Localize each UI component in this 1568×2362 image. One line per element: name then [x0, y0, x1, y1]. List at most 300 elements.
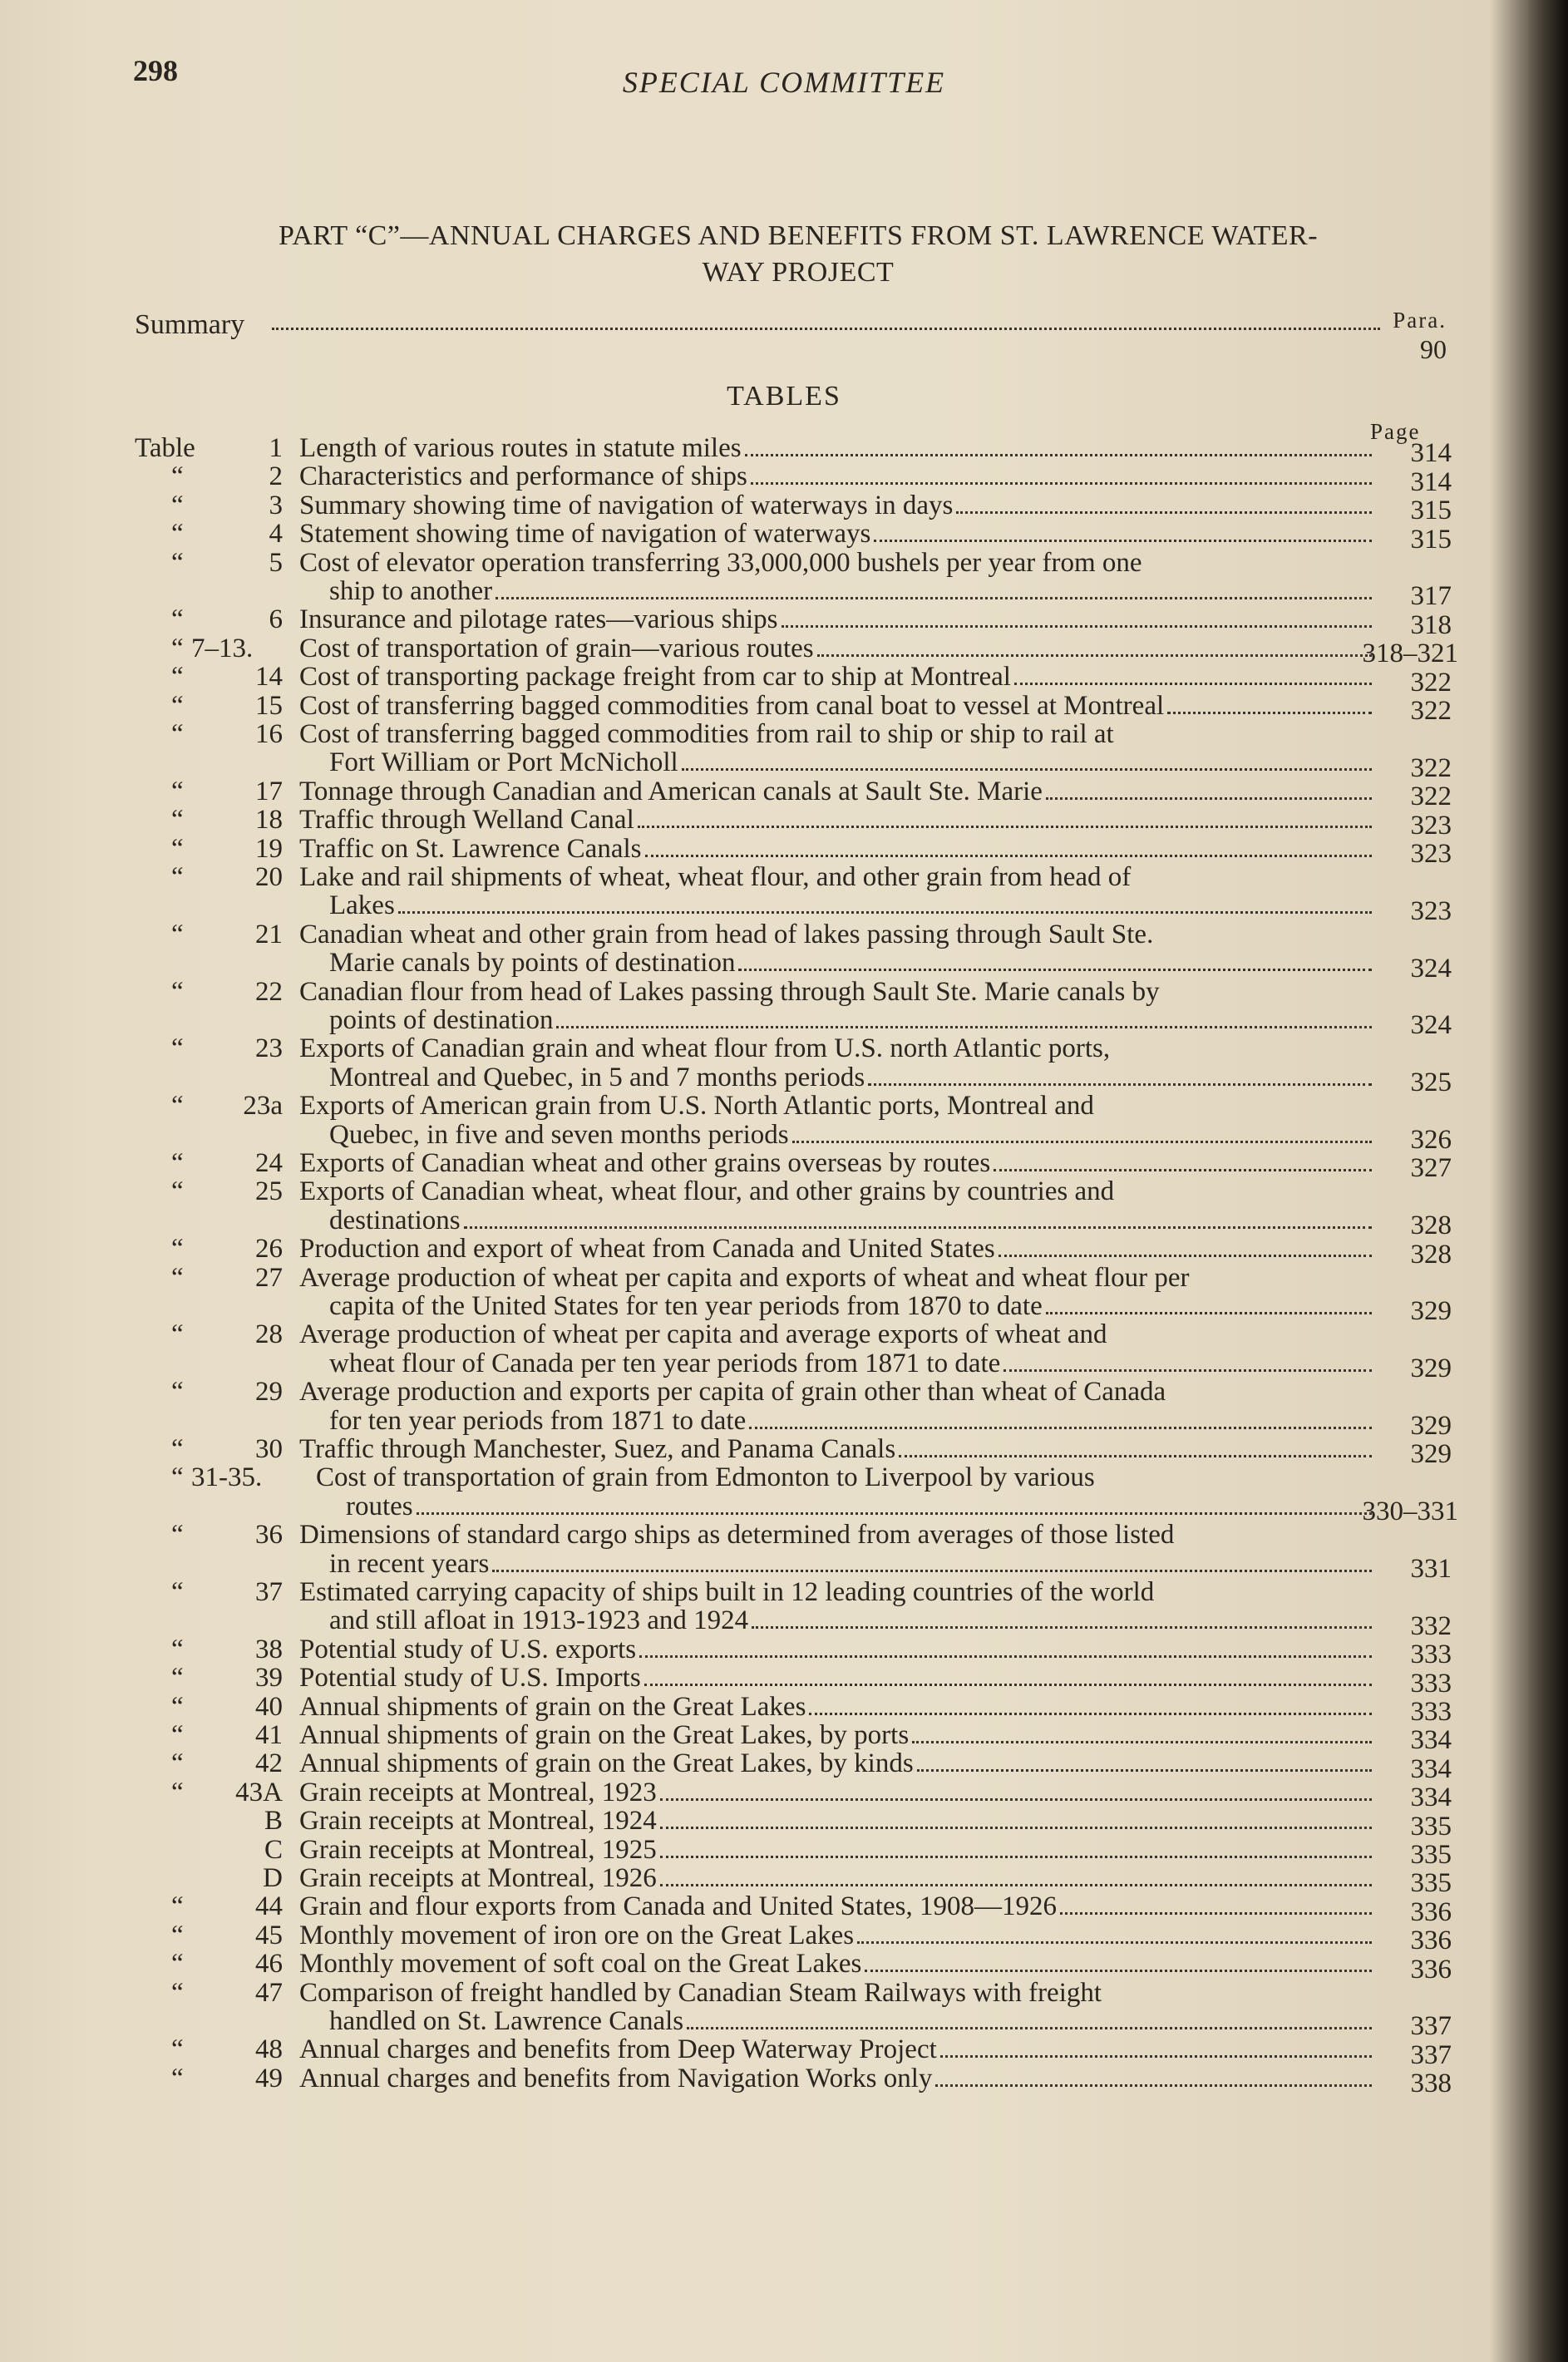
table-description	[299, 1435, 1372, 1463]
description-line	[299, 1921, 1372, 1950]
table-entry	[133, 461, 1452, 497]
table-description	[299, 1521, 1372, 1578]
table-description	[299, 634, 1372, 663]
description-line	[299, 1206, 1372, 1235]
table-description	[299, 1235, 1372, 1263]
page-reference: 322	[1410, 752, 1452, 783]
table-entry	[133, 2034, 1452, 2070]
leader-dots	[745, 454, 1372, 456]
description-line: Canadian flour from head of Lakes passing through Sault Ste. Marie canals by	[299, 977, 1160, 1006]
running-head: SPECIAL COMMITTEE	[622, 66, 946, 99]
part-title	[133, 218, 1463, 291]
leader-dots	[917, 1769, 1372, 1772]
page-reference: 335	[1410, 1868, 1452, 1899]
table-number: 27	[255, 1262, 283, 1293]
description-line	[299, 462, 1372, 491]
summary-row	[135, 308, 1447, 364]
description-line	[299, 663, 1372, 691]
table-entry	[133, 1977, 1452, 2042]
ditto-mark: “	[171, 1033, 184, 1064]
description-line	[299, 806, 1372, 834]
description-line	[299, 1778, 1372, 1807]
table-number: 42	[255, 1748, 283, 1779]
description-line	[299, 1149, 1372, 1177]
page-reference: 327	[1410, 1153, 1452, 1184]
leader-dots	[874, 540, 1372, 542]
table-entry	[133, 690, 1452, 726]
table-entry	[133, 1434, 1452, 1470]
table-entry	[133, 719, 1452, 783]
description-text: and still afloat in 1913-1923 and 1924	[329, 1606, 749, 1635]
table-entry	[133, 1777, 1452, 1813]
table-number: 7–13.	[191, 633, 254, 663]
table-description	[299, 1320, 1372, 1378]
leader-dots	[817, 654, 1372, 657]
para-column-heading: Para.	[1393, 308, 1447, 333]
description-text: Statement showing time of navigation of waterways	[299, 520, 871, 549]
table-entry	[133, 604, 1452, 640]
description-text: Cost of transferring bagged commodities from canal boat to vessel at Montreal	[299, 691, 1165, 720]
description-text: Grain receipts at Montreal, 1923	[299, 1778, 657, 1807]
page-reference: 324	[1410, 1010, 1452, 1041]
description-line	[299, 634, 1372, 663]
table-description	[299, 920, 1372, 978]
description-text: Annual charges and benefits from Deep Waterway Project	[299, 2035, 937, 2064]
description-text: Grain receipts at Montreal, 1925	[299, 1835, 657, 1864]
summary-para-number: 90	[1420, 334, 1447, 364]
table-number: 3	[269, 490, 283, 520]
table-number: 43A	[235, 1777, 283, 1807]
table-description	[299, 720, 1372, 777]
leader-dots	[1167, 712, 1372, 714]
page-number: 298	[133, 54, 178, 87]
table-description	[299, 2035, 1372, 2064]
table-description	[299, 1921, 1372, 1950]
description-line	[299, 1807, 1372, 1835]
table-number: 17	[255, 776, 283, 806]
page-reference: 329	[1410, 1439, 1452, 1470]
description-line: Cost of elevator operation transferring 33,000,000 bushels per year from one	[299, 548, 1142, 577]
description-text: Insurance and pilotage rates—various ships	[299, 605, 778, 634]
description-line: Exports of Canadian grain and wheat flour from U.S. north Atlantic ports,	[299, 1034, 1111, 1063]
description-text: in recent years	[329, 1549, 490, 1578]
description-text: Annual shipments of grain on the Great Lakes, by kinds	[299, 1749, 914, 1778]
table-description	[299, 806, 1372, 834]
description-line	[299, 1950, 1372, 1978]
leader-dots	[738, 969, 1372, 971]
table-number: C	[264, 1834, 283, 1865]
description-text: Lakes	[329, 891, 395, 920]
summary-label: Summary	[135, 309, 245, 340]
ditto-mark: “	[171, 490, 184, 520]
description-text: Quebec, in five and seven months periods	[329, 1120, 789, 1149]
page-reference: 314	[1410, 438, 1452, 469]
table-description	[299, 663, 1372, 691]
table-description	[299, 605, 1372, 634]
description-text: Traffic through Welland Canal	[299, 806, 634, 835]
description-line	[299, 1749, 1372, 1778]
leader-dots	[492, 1570, 1372, 1572]
table-description	[299, 978, 1372, 1035]
page-reference: 325	[1410, 1068, 1452, 1098]
description-text: Monthly movement of soft coal on the Great Lakes	[299, 1950, 862, 1979]
description-line	[299, 491, 1372, 520]
table-description	[299, 1979, 1372, 2036]
description-text: capita of the United States for ten year periods from 1870 to date	[329, 1291, 1043, 1321]
table-number: 47	[255, 1977, 283, 2008]
ditto-mark: “	[171, 1748, 184, 1779]
ditto-mark: “	[171, 461, 184, 492]
table-description	[299, 1578, 1372, 1635]
table-entry	[133, 805, 1452, 841]
description-line	[299, 692, 1372, 720]
page-reference: 338	[1410, 2069, 1452, 2099]
description-line	[299, 1063, 1372, 1092]
page-reference: 315	[1410, 496, 1452, 526]
ditto-mark: “	[171, 1577, 184, 1607]
table-number: 46	[255, 1949, 283, 1980]
leader-dots	[687, 2027, 1372, 2029]
table-entry	[133, 433, 1452, 469]
table-number: 25	[255, 1176, 283, 1207]
table-number: 6	[269, 604, 283, 635]
description-line	[299, 891, 1372, 920]
ditto-mark: “	[171, 976, 184, 1007]
table-number: 29	[255, 1377, 283, 1408]
leader-dots	[660, 1798, 1372, 1801]
table-entry	[133, 547, 1452, 612]
ditto-mark: “	[171, 1520, 184, 1551]
table-entry	[133, 1863, 1452, 1899]
table-number: 2	[269, 461, 283, 492]
leader-dots	[660, 1827, 1372, 1829]
description-text: Marie canals by points of destination	[329, 949, 736, 978]
description-line: Comparison of freight handled by Canadian Steam Railways with freight	[299, 1978, 1102, 2007]
table-entry	[133, 1806, 1452, 1842]
table-entry	[133, 1176, 1452, 1241]
table-entry	[133, 2063, 1452, 2099]
table-number: 41	[255, 1720, 283, 1750]
table-description	[299, 863, 1372, 920]
description-text: Annual charges and benefits from Navigation Works only	[299, 2064, 933, 2093]
ditto-mark: “	[171, 1891, 184, 1922]
table-entry	[133, 1577, 1452, 1641]
table-description	[299, 2064, 1372, 2093]
description-line	[299, 777, 1372, 806]
description-line	[299, 2064, 1372, 2093]
table-number: 21	[255, 919, 283, 949]
table-description	[299, 1807, 1372, 1835]
leader-dots	[809, 1713, 1372, 1715]
table-description	[316, 1463, 1372, 1521]
table-description	[299, 549, 1372, 606]
page-reference: 337	[1410, 2039, 1452, 2070]
description-line	[299, 1864, 1372, 1892]
ditto-mark: “	[171, 519, 184, 550]
description-line: Cost of transportation of grain from Edmonton to Liverpool by various	[316, 1463, 1095, 1492]
description-line	[299, 1407, 1372, 1435]
description-text: Cost of transporting package freight from car to ship at Montreal	[299, 663, 1011, 692]
description-text: Characteristics and performance of ships	[299, 462, 747, 491]
page-reference: 333	[1410, 1668, 1452, 1699]
leader-dots	[660, 1856, 1372, 1858]
ditto-mark: “	[171, 1634, 184, 1664]
page-reference: 335	[1410, 1839, 1452, 1870]
table-number: 18	[255, 805, 283, 836]
description-text: Grain receipts at Montreal, 1926	[299, 1864, 657, 1893]
table-number: 38	[255, 1634, 283, 1664]
leader-dots	[417, 1512, 1372, 1515]
leader-dots	[935, 2084, 1372, 2087]
leader-dots	[912, 1741, 1372, 1743]
description-line	[299, 1435, 1372, 1463]
description-line	[299, 949, 1372, 977]
page-reference: 336	[1410, 1896, 1452, 1927]
description-line	[299, 1721, 1372, 1749]
table-number: 40	[255, 1691, 283, 1722]
ditto-mark: “	[171, 1663, 184, 1694]
table-entry	[133, 1663, 1452, 1699]
table-description	[299, 491, 1372, 520]
ditto-mark: “	[171, 604, 184, 635]
description-line: Lake and rail shipments of wheat, wheat flour, and other grain from head of	[299, 863, 1132, 892]
description-line: Estimated carrying capacity of ships built in 12 leading countries of the world	[299, 1578, 1155, 1607]
leader-dots	[752, 1626, 1372, 1629]
table-entry	[133, 519, 1452, 555]
page-reference: 322	[1410, 667, 1452, 698]
table-entry	[133, 1634, 1452, 1670]
page-reference: 329	[1410, 1296, 1452, 1327]
leader-dots	[865, 1970, 1372, 1972]
table-description	[299, 1864, 1372, 1892]
table-number: 22	[255, 976, 283, 1007]
ditto-mark: “	[171, 1434, 184, 1464]
table-description	[299, 1149, 1372, 1177]
table-description	[299, 1836, 1372, 1864]
description-text: Summary showing time of navigation of waterways in days	[299, 491, 954, 520]
page-reference: 323	[1410, 838, 1452, 869]
table-number: 15	[255, 690, 283, 721]
table-description	[299, 1778, 1372, 1807]
page-reference: 333	[1410, 1640, 1452, 1670]
page-reference: 334	[1410, 1725, 1452, 1756]
table-number: 1	[269, 433, 283, 463]
leader-dots	[644, 1684, 1372, 1686]
description-text: points of destination	[329, 1005, 554, 1035]
table-entry	[133, 1720, 1452, 1756]
description-line	[299, 835, 1372, 863]
leader-dots	[994, 1169, 1372, 1171]
ditto-mark: “	[171, 1176, 184, 1207]
description-text: Traffic through Manchester, Suez, and Panama Canals	[299, 1435, 896, 1464]
table-number: 14	[255, 662, 283, 693]
table-number: 30	[255, 1434, 283, 1464]
table-number: 26	[255, 1234, 283, 1265]
page-reference: 328	[1410, 1239, 1452, 1270]
description-text: Grain and flour exports from Canada and United States, 1908—1926	[299, 1892, 1057, 1921]
page-reference: 333	[1410, 1696, 1452, 1727]
page-reference: 330–331	[1362, 1497, 1458, 1527]
description-text: Annual shipments of grain on the Great Lakes	[299, 1692, 806, 1721]
table-number: 19	[255, 833, 283, 864]
ditto-mark: “	[171, 1462, 184, 1493]
description-line	[299, 1235, 1372, 1263]
ditto-mark: “	[171, 1920, 184, 1950]
ditto-mark: “	[171, 1091, 184, 1122]
ditto-mark: “	[171, 662, 184, 693]
leader-dots	[956, 511, 1372, 514]
table-number: 16	[255, 719, 283, 749]
page-reference: 323	[1410, 895, 1452, 926]
page-reference: 317	[1410, 581, 1452, 612]
ditto-mark: “	[171, 805, 184, 836]
page-reference: 318–321	[1362, 639, 1458, 669]
table-entry	[133, 1949, 1452, 1985]
description-line: Exports of Canadian wheat, wheat flour, and other grains by countries and	[299, 1177, 1115, 1206]
ditto-mark: “	[171, 1949, 184, 1980]
page-column-heading: Page	[1370, 419, 1421, 444]
description-text: Tonnage through Canadian and American canals at Sault Ste. Marie	[299, 777, 1043, 806]
table-number: 4	[269, 519, 283, 550]
description-line: Average production of wheat per capita and average exports of wheat and	[299, 1320, 1107, 1349]
table-entry	[133, 662, 1452, 698]
description-line	[299, 1121, 1372, 1149]
ditto-mark: “	[171, 1720, 184, 1750]
table-number: 45	[255, 1920, 283, 1950]
page-reference: 324	[1410, 953, 1452, 984]
description-line	[316, 1492, 1372, 1521]
leader-dots	[792, 1141, 1372, 1143]
table-number: 31-35.	[191, 1462, 263, 1493]
ditto-mark: “	[171, 1377, 184, 1408]
description-text: Montreal and Quebec, in 5 and 7 months periods	[329, 1063, 865, 1092]
ditto-mark: “	[171, 2063, 184, 2093]
table-description	[299, 1693, 1372, 1721]
page-reference: 323	[1410, 810, 1452, 841]
leader-dots	[782, 625, 1372, 628]
ditto-mark: “	[171, 1777, 184, 1807]
table-description	[299, 1664, 1372, 1692]
table-number: 23a	[243, 1091, 283, 1122]
description-line	[299, 1693, 1372, 1721]
description-line: Average production of wheat per capita and exports of wheat and wheat flour per	[299, 1263, 1190, 1292]
description-line	[299, 434, 1372, 462]
description-line	[299, 1292, 1372, 1320]
description-text: Cost of transportation of grain—various routes	[299, 634, 814, 663]
description-line	[299, 2035, 1372, 2064]
leader-dots	[1046, 1312, 1372, 1314]
table-description	[299, 1635, 1372, 1664]
table-entry	[133, 1691, 1452, 1727]
table-description	[299, 520, 1372, 548]
ditto-mark: “	[171, 862, 184, 892]
ditto-mark: “	[171, 1148, 184, 1178]
table-number: 49	[255, 2063, 283, 2093]
ditto-mark: “	[171, 690, 184, 721]
table-entry	[133, 776, 1452, 812]
page-reference: 329	[1410, 1354, 1452, 1384]
table-number: 23	[255, 1033, 283, 1064]
description-line: Average production and exports per capita of grain other than wheat of Canada	[299, 1378, 1166, 1407]
table-number: 24	[255, 1148, 283, 1178]
table-number: 28	[255, 1319, 283, 1350]
description-text: ship to another	[329, 576, 493, 606]
description-line	[299, 1550, 1372, 1578]
description-line: Cost of transferring bagged commodities from rail to ship or ship to rail at	[299, 720, 1114, 749]
description-text: Production and export of wheat from Canada and United States	[299, 1235, 995, 1264]
page-reference: 331	[1410, 1553, 1452, 1584]
table-entry	[133, 1262, 1452, 1327]
description-line	[299, 577, 1372, 605]
leader-dots	[1046, 797, 1372, 800]
description-line	[299, 1006, 1372, 1034]
description-text: Length of various routes in statute miles	[299, 434, 742, 463]
page-reference: 329	[1410, 1410, 1452, 1441]
table-description	[299, 1378, 1372, 1435]
table-number: 5	[269, 547, 283, 578]
leader-dots	[638, 826, 1372, 828]
ditto-mark: “	[171, 1319, 184, 1350]
description-line	[299, 748, 1372, 777]
leader-dots	[998, 1255, 1372, 1257]
table-entry	[133, 919, 1452, 984]
page-reference: 314	[1410, 466, 1452, 497]
table-entry	[133, 1891, 1452, 1927]
page-reference: 335	[1410, 1811, 1452, 1842]
table-entry	[133, 633, 1458, 669]
tables-heading: TABLES	[727, 381, 841, 412]
table-entry	[133, 1748, 1452, 1784]
table-entry	[133, 976, 1452, 1041]
description-text: Fort William or Port McNicholl	[329, 748, 678, 777]
description-line	[299, 2007, 1372, 2035]
ditto-mark: “	[171, 547, 184, 578]
table-entry	[133, 1148, 1452, 1184]
table-description	[299, 1749, 1372, 1778]
table-description	[299, 1892, 1372, 1921]
part-title-line-1: PART “C”—ANNUAL CHARGES AND BENEFITS FROM ST. LAWRENCE WATER-	[278, 220, 1319, 251]
table-entry	[133, 1377, 1452, 1441]
leader-dots	[496, 597, 1372, 599]
table-number: B	[264, 1806, 283, 1837]
table-description	[299, 1264, 1372, 1321]
table-entry	[133, 490, 1452, 526]
leader-dots	[639, 1655, 1372, 1658]
table-number: 39	[255, 1663, 283, 1694]
description-line	[299, 1892, 1372, 1921]
page-reference: 328	[1410, 1211, 1452, 1241]
description-line	[299, 605, 1372, 634]
ditto-mark: “	[171, 919, 184, 949]
leader-dots	[1014, 683, 1372, 685]
description-line	[299, 1836, 1372, 1864]
table-description	[299, 1177, 1372, 1235]
table-number: 37	[255, 1577, 283, 1607]
table-number: D	[263, 1863, 283, 1893]
description-text: Annual shipments of grain on the Great Lakes, by ports	[299, 1721, 910, 1750]
description-text: Grain receipts at Montreal, 1924	[299, 1807, 657, 1836]
ditto-mark: “	[171, 1691, 184, 1722]
description-line	[299, 1635, 1372, 1664]
description-line	[299, 1664, 1372, 1692]
description-line: Canadian wheat and other grain from head of lakes passing through Sault Ste.	[299, 920, 1154, 949]
part-title-line-2: WAY PROJECT	[702, 257, 895, 288]
table-description	[299, 462, 1372, 491]
table-description	[299, 777, 1372, 806]
page-reference: 337	[1410, 2011, 1452, 2042]
description-text: handled on St. Lawrence Canals	[329, 2006, 684, 2036]
page-reference: 318	[1410, 609, 1452, 640]
